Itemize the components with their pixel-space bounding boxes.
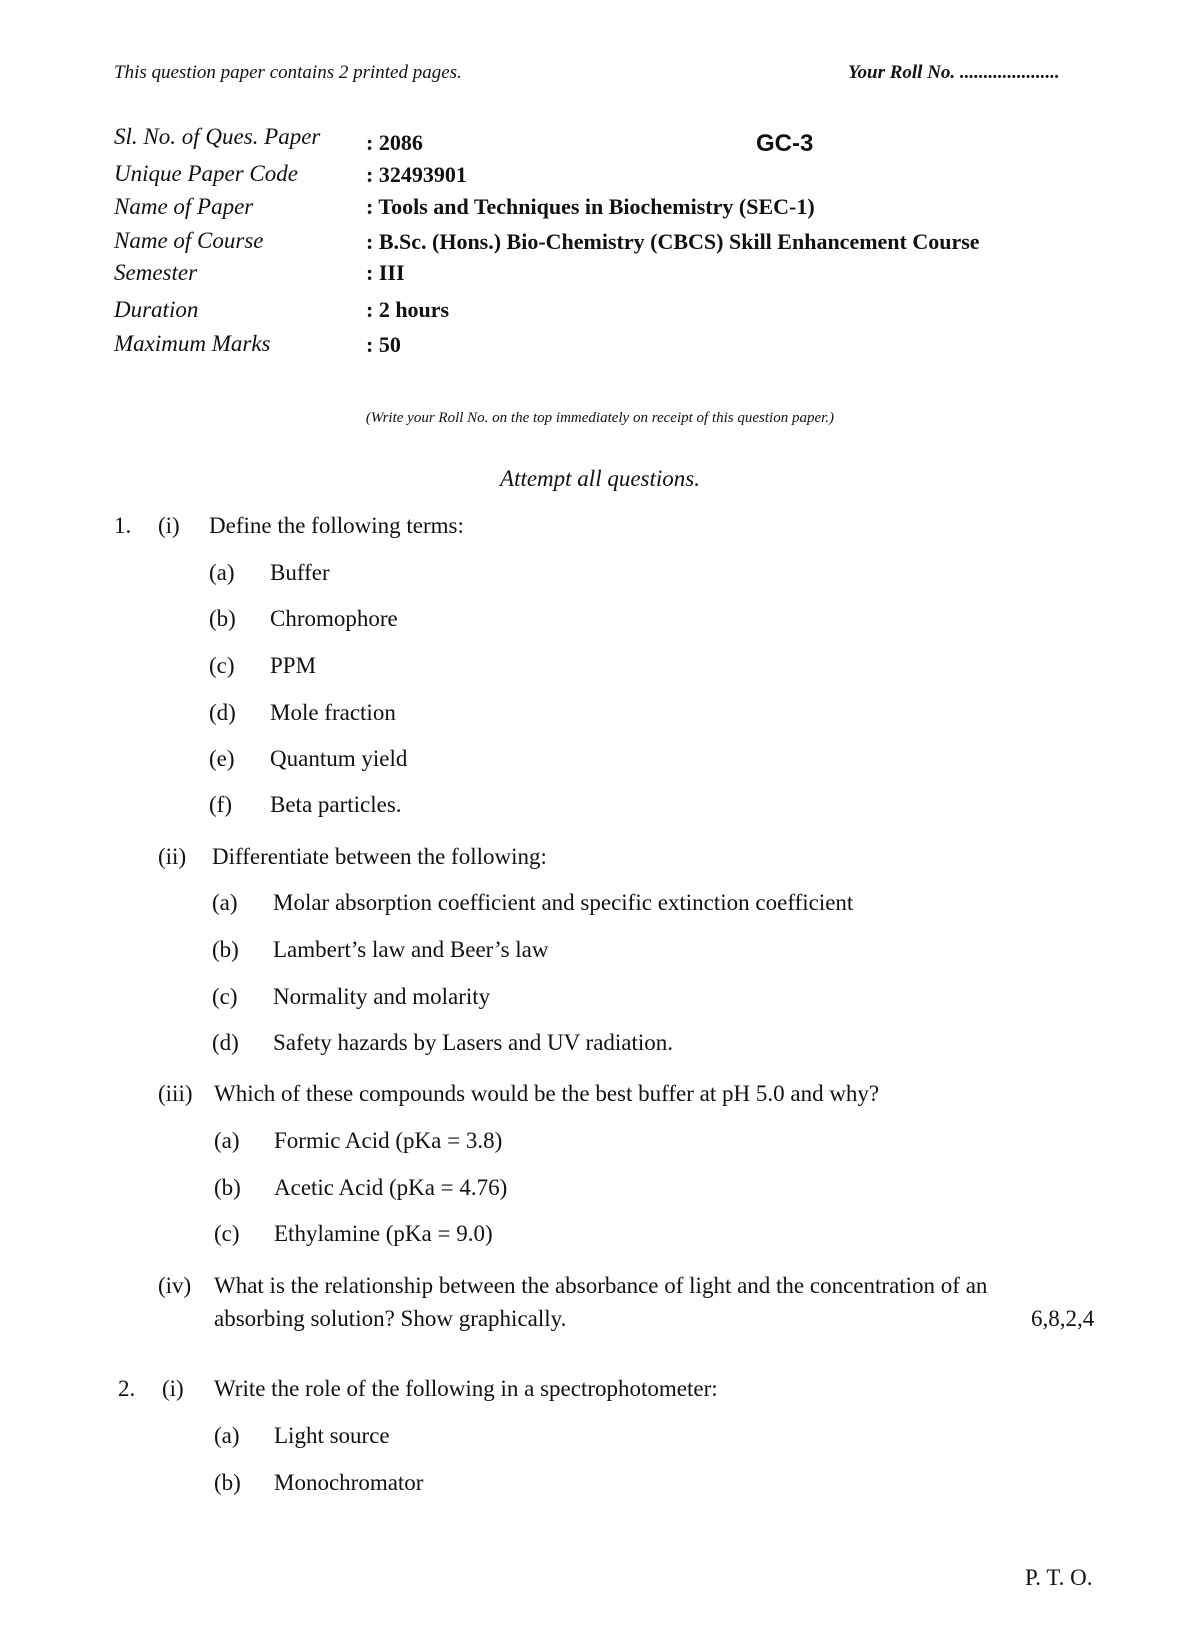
meta-value-paper-code: : 32493901 — [366, 162, 467, 187]
item-text: Monochromator — [274, 1470, 424, 1495]
item-letter: (b) — [212, 937, 239, 962]
meta-value-semester: : III — [366, 260, 405, 285]
meta-label-paper-name: Name of Paper — [114, 194, 254, 219]
meta-value-duration: : 2 hours — [366, 297, 450, 322]
marks-distribution: 6,8,2,4 — [1031, 1306, 1095, 1331]
item-letter: (c) — [209, 653, 235, 678]
meta-label-sl-no: Sl. No. of Ques. Paper — [114, 124, 321, 149]
paper-code: GC-3 — [756, 130, 814, 157]
item-text: Molar absorption coefficient and specific extinction coefficient — [273, 890, 854, 915]
item-letter: (a) — [212, 890, 238, 915]
item-text: Safety hazards by Lasers and UV radiation. — [273, 1030, 674, 1055]
item-letter: (d) — [212, 1030, 239, 1055]
meta-label-course: Name of Course — [114, 228, 264, 253]
item-text: Buffer — [270, 560, 330, 585]
subquestion-text: Define the following terms: — [209, 513, 464, 538]
item-letter: (a) — [209, 560, 235, 585]
item-letter: (b) — [214, 1470, 241, 1495]
item-letter: (a) — [214, 1423, 240, 1448]
subquestion-text: Which of these compounds would be the best buffer at pH 5.0 and why? — [214, 1081, 880, 1106]
item-letter: (b) — [209, 606, 236, 631]
item-text: Formic Acid (pKa = 3.8) — [274, 1128, 503, 1153]
item-text: Light source — [274, 1423, 390, 1448]
item-letter: (b) — [214, 1175, 241, 1200]
question-number: 1. — [114, 513, 132, 538]
meta-value-paper-name: : Tools and Techniques in Biochemistry (SEC-1) — [366, 194, 815, 219]
subquestion-text-line1: What is the relationship between the absorbance of light and the concentration of an — [214, 1273, 988, 1298]
question-number: 2. — [118, 1376, 136, 1401]
meta-label-max-marks: Maximum Marks — [114, 331, 271, 356]
meta-label-semester: Semester — [114, 260, 198, 285]
subquestion-text-line2: absorbing solution? Show graphically. — [214, 1306, 567, 1331]
instruction-note: (Write your Roll No. on the top immediately on receipt of this question paper.) — [365, 410, 835, 426]
subquestion-text: Write the role of the following in a spectrophotometer: — [214, 1376, 718, 1401]
item-letter: (c) — [212, 984, 238, 1009]
subquestion-number: (ii) — [158, 844, 187, 869]
meta-value-sl-no: : 2086 — [366, 130, 423, 155]
item-text: Lambert’s law and Beer’s law — [273, 937, 549, 962]
subquestion-number: (iv) — [158, 1273, 192, 1298]
item-letter: (c) — [214, 1221, 240, 1246]
item-letter: (e) — [209, 746, 235, 771]
pto-note: P. T. O. — [1025, 1565, 1093, 1590]
item-letter: (d) — [209, 700, 236, 725]
item-text: Normality and molarity — [273, 984, 491, 1009]
pages-note: This question paper contains 2 printed pages. — [114, 62, 462, 83]
item-text: Acetic Acid (pKa = 4.76) — [274, 1175, 508, 1200]
subquestion-number: (i) — [158, 513, 180, 538]
meta-label-paper-code: Unique Paper Code — [114, 161, 298, 186]
attempt-instruction: Attempt all questions. — [500, 466, 700, 491]
item-text: PPM — [270, 653, 317, 678]
item-text: Mole fraction — [270, 700, 396, 725]
item-text: Chromophore — [270, 606, 398, 631]
item-text: Beta particles. — [270, 792, 402, 817]
item-text: Quantum yield — [270, 746, 408, 771]
subquestion-number: (i) — [162, 1376, 184, 1401]
subquestion-text: Differentiate between the following: — [212, 844, 547, 869]
meta-value-max-marks: : 50 — [366, 332, 401, 357]
meta-label-duration: Duration — [114, 297, 199, 322]
item-letter: (a) — [214, 1128, 240, 1153]
item-text: Ethylamine (pKa = 9.0) — [274, 1221, 493, 1246]
roll-no-label: Your Roll No. ..................... — [848, 62, 1060, 83]
item-letter: (f) — [209, 792, 232, 817]
meta-value-course: : B.Sc. (Hons.) Bio-Chemistry (CBCS) Skill Enhancement Course — [366, 229, 980, 254]
subquestion-number: (iii) — [158, 1081, 193, 1106]
